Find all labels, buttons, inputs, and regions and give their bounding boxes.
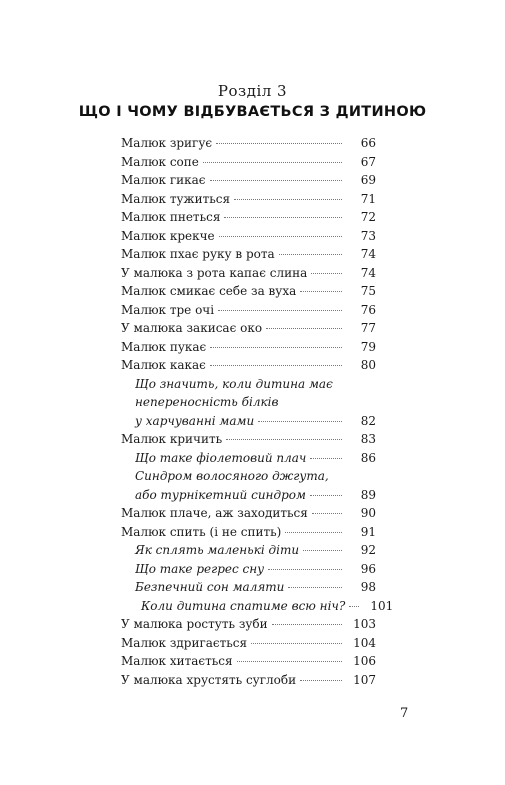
dot-leader	[285, 532, 342, 533]
toc-subentry-line: Синдром волосяного джгута,	[135, 469, 329, 483]
toc-entry-title: або турнікетний синдром	[135, 487, 306, 502]
dot-leader	[266, 328, 342, 329]
toc-entry	[121, 301, 376, 320]
toc-entry-title: Малюк гикає	[121, 173, 206, 187]
toc-entry-page: 77	[360, 321, 376, 335]
toc-entry-page: 96	[360, 561, 376, 576]
toc-entry-page: 74	[360, 247, 376, 261]
chapter-title: ЩО І ЧОМУ ВІДБУВАЄТЬСЯ З ДИТИНОЮ	[78, 104, 427, 120]
dot-leader	[349, 606, 359, 607]
toc-entry-title: Малюк смикає себе за вуха	[121, 284, 297, 298]
toc-entry-page: 75	[360, 284, 376, 298]
toc-entry-title: Малюк пнеться	[121, 210, 221, 224]
dot-leader	[237, 661, 342, 662]
dot-leader	[311, 273, 342, 274]
dot-leader	[216, 143, 342, 144]
toc-entry-page: 66	[360, 136, 376, 150]
toc-entry	[121, 227, 376, 246]
dot-leader	[219, 236, 342, 237]
toc-subentry	[121, 578, 376, 597]
toc-entry-title: Малюк крекче	[121, 228, 215, 243]
dot-leader	[210, 365, 342, 366]
dot-leader	[203, 162, 342, 163]
toc-subentry	[121, 449, 376, 468]
toc-entry-page: 98	[360, 580, 376, 594]
toc-entry	[121, 634, 376, 653]
toc-entry	[121, 523, 376, 542]
toc-entry-page: 80	[360, 358, 376, 372]
toc-entry-title: у харчуванні мами	[135, 413, 255, 428]
toc-entry-title: Малюк здригається	[121, 635, 248, 650]
chapter-label: Розділ 3	[217, 82, 288, 100]
toc-entry	[121, 615, 376, 634]
toc-subentry	[121, 597, 394, 616]
toc-entry-title: У малюка з рота капає слина	[121, 265, 308, 280]
toc-entry	[121, 282, 376, 301]
dot-leader	[210, 180, 343, 181]
toc-entry-title: Малюк плаче, аж заходиться	[121, 506, 308, 520]
toc-entry	[121, 190, 376, 209]
toc-entry-page: 101	[370, 598, 394, 613]
dot-leader	[310, 458, 342, 459]
toc-entry-page: 71	[360, 191, 376, 206]
toc-entry	[121, 134, 376, 153]
toc-subentry	[121, 541, 376, 560]
toc-entry	[121, 153, 376, 172]
toc-entry-title: Малюк пхає руку в рота	[121, 247, 275, 261]
page-number: 7	[400, 706, 409, 721]
toc-entry-page: 107	[353, 672, 376, 687]
toc-entry	[121, 671, 376, 690]
toc-entry	[121, 356, 376, 375]
dot-leader	[288, 587, 342, 588]
toc-subentry	[121, 412, 376, 431]
toc-entry	[121, 319, 376, 338]
toc-entry-title: У малюка ростуть зуби	[121, 617, 268, 631]
dot-leader	[226, 439, 342, 440]
toc-entry-title: Що таке регрес сну	[135, 561, 265, 576]
toc-entry-page: 82	[360, 413, 376, 428]
toc-entry-page: 90	[360, 506, 376, 520]
table-of-contents	[121, 134, 394, 689]
toc-entry-title: У малюка хрустять суглоби	[121, 672, 297, 687]
toc-entry-title: Малюк хитається	[121, 654, 233, 668]
toc-entry-title: Малюк зригує	[121, 136, 213, 150]
toc-entry-title: Малюк какає	[121, 358, 206, 372]
toc-entry-page: 89	[360, 487, 376, 502]
toc-entry	[121, 430, 376, 449]
toc-entry	[121, 208, 376, 227]
dot-leader	[279, 254, 342, 255]
toc-entry-title: Безпечний сон маляти	[135, 580, 285, 594]
toc-entry	[121, 245, 376, 264]
dot-leader	[303, 550, 342, 551]
toc-entry	[121, 338, 376, 357]
toc-entry-page: 76	[360, 302, 376, 317]
toc-entry-page: 92	[360, 543, 376, 557]
dot-leader	[300, 680, 342, 681]
toc-entry-page: 91	[360, 524, 376, 539]
dot-leader	[272, 624, 342, 625]
toc-entry-title: У малюка закисає око	[121, 321, 263, 335]
toc-entry	[121, 504, 376, 523]
toc-entry-title: Малюк спить (і не спить)	[121, 524, 282, 539]
toc-entry-title: Малюк пукає	[121, 339, 207, 354]
toc-entry-page: 74	[360, 265, 376, 280]
toc-entry-page: 104	[353, 635, 376, 650]
dot-leader	[210, 347, 342, 348]
toc-entry	[121, 171, 376, 190]
toc-entry	[121, 264, 376, 283]
toc-subentry-line: Що значить, коли дитина має	[135, 376, 333, 391]
toc-entry-title: Малюк сопе	[121, 154, 199, 169]
toc-entry-page: 106	[353, 654, 376, 668]
toc-entry-title: Що таке фіолетовий плач	[135, 450, 307, 465]
toc-entry-title: Як сплять маленькі діти	[135, 543, 300, 557]
dot-leader	[312, 513, 342, 514]
toc-entry-page: 86	[360, 450, 376, 465]
toc-entry-title: Коли дитина спатиме всю ніч?	[141, 598, 346, 613]
toc-entry-title: Малюк тужиться	[121, 191, 231, 206]
dot-leader	[218, 310, 342, 311]
toc-subentry	[121, 486, 376, 505]
dot-leader	[224, 217, 342, 218]
toc-entry-page: 79	[360, 339, 376, 354]
toc-subentry	[121, 560, 376, 579]
dot-leader	[268, 569, 342, 570]
toc-entry	[121, 652, 376, 671]
toc-entry-page: 67	[360, 154, 376, 169]
toc-entry-page: 72	[360, 210, 376, 224]
dot-leader	[258, 421, 342, 422]
dot-leader	[300, 291, 342, 292]
toc-entry-page: 83	[360, 432, 376, 446]
toc-entry-title: Малюк кричить	[121, 432, 223, 446]
dot-leader	[234, 199, 342, 200]
toc-entry-page: 69	[360, 173, 376, 187]
toc-entry-title: Малюк тре очі	[121, 302, 215, 317]
toc-entry-page: 103	[353, 617, 376, 631]
toc-entry-page: 73	[360, 228, 376, 243]
toc-subentry-line: непереносність білків	[135, 395, 279, 409]
dot-leader	[251, 643, 342, 644]
dot-leader	[310, 495, 342, 496]
